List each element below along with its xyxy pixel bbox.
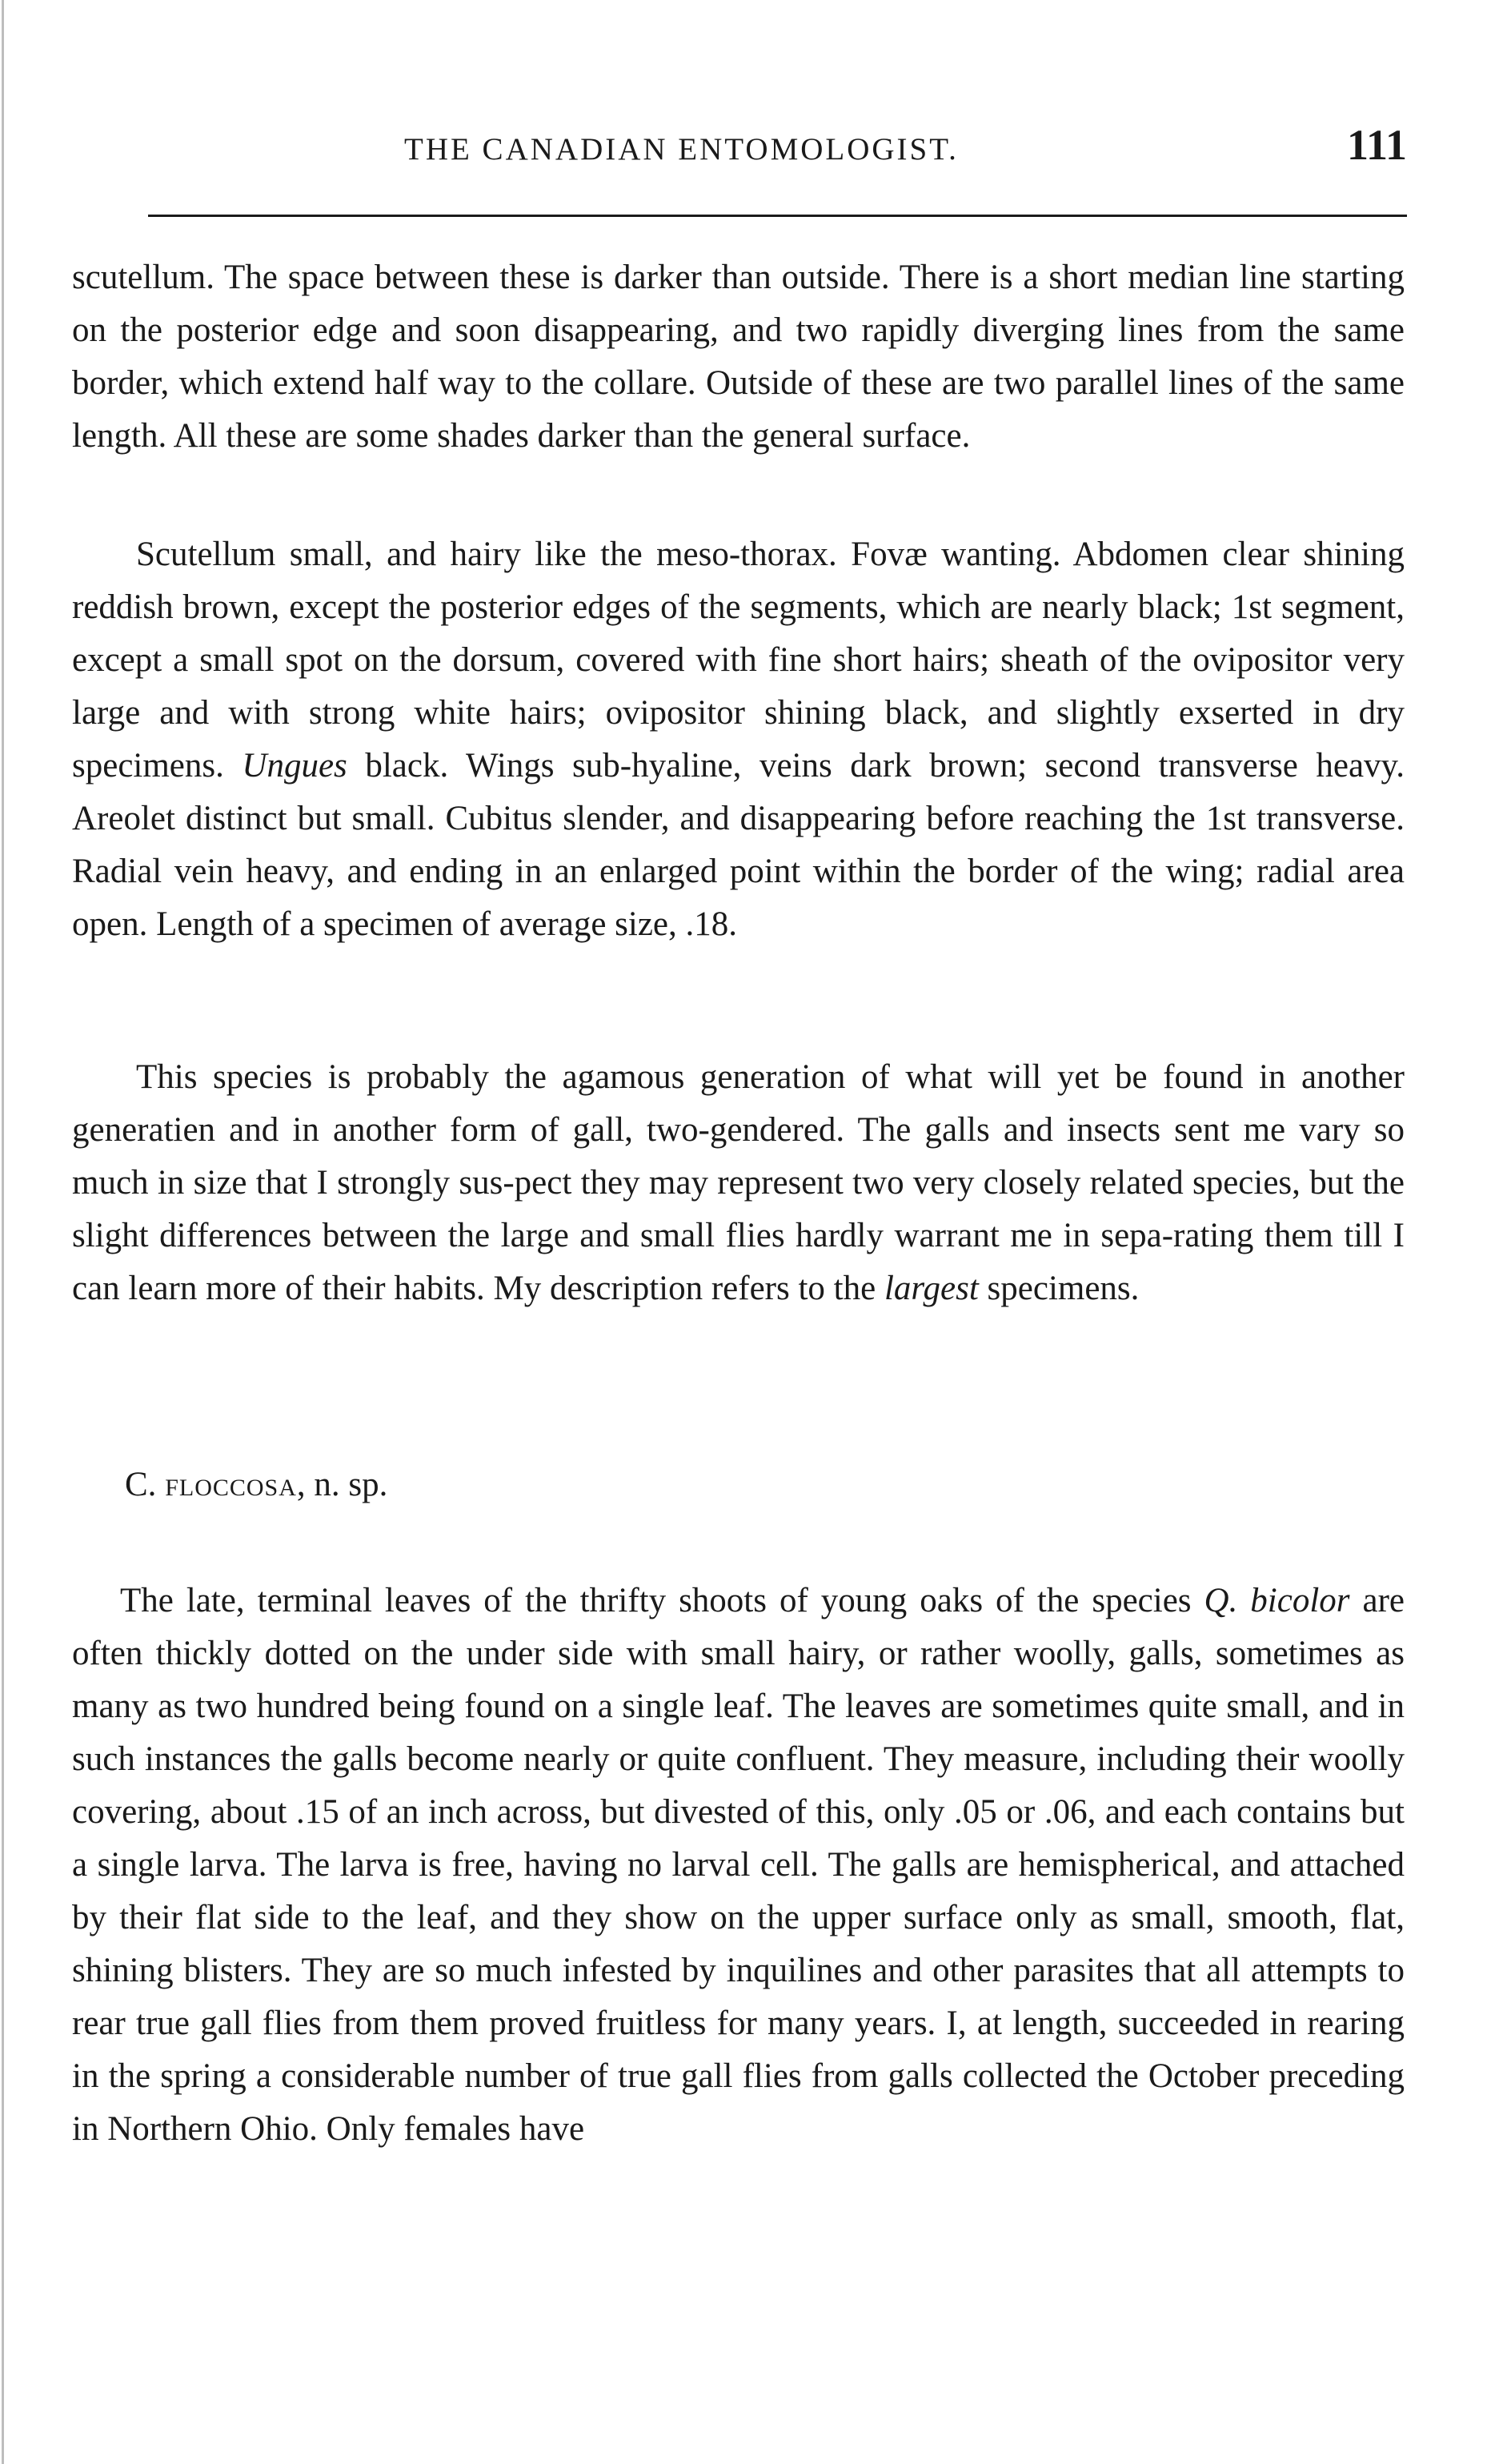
page-header — [72, 120, 1407, 184]
page-edge-line — [2, 0, 4, 2464]
italic-term: largest — [884, 1270, 979, 1307]
running-head: THE CANADIAN ENTOMOLOGIST. — [404, 132, 959, 167]
paragraph-text: scutellum. The space between these is darker than outside. There is a short median line starting on the posterior edge and soon disappearing, and two rapidly diverging lines from the same border, which extend half way to the collare. Outside of these are two parallel lines of the same length. All these are some shades darker than the general surface. — [72, 259, 1405, 455]
paragraph-text: specimens. — [987, 1270, 1140, 1307]
paragraph-text: The late, terminal leaves of the thrifty shoots of young oaks of the species — [120, 1582, 1192, 1619]
paragraph-text: Scutellum small, and hairy like the meso-thorax. Fovæ wanting. Abdomen clear shining reddish brown, except the posterior edges of the segments, which are nearly black; 1st segment, except a small spot on the dorsum, covered with fine short hairs; sheath of the ovipositor very large and with strong white hairs; ovipositor shining black, and slightly exserted in dry specimens. — [72, 536, 1405, 785]
paragraph-text: This species is probably the agamous generation of what will yet be found in another generatien and in another form of gall, two-gendered. The galls and insects sent me vary so much in size that I strongly sus-pect they may represent two very closely related species, but the slight differences between the large and small flies hardly warrant me in sepa-rating them till I can learn more of their habits. My description refers to the — [72, 1058, 1405, 1307]
paragraph-text: are often thickly dotted on the under side with small hairy, or rather woolly, galls, sometimes as many as two hundred being found on a single leaf. The leaves are sometimes quite small, and in such instances the galls become nearly or quite confluent. They measure, including their woolly covering, about .15 of an inch across, but divested of this, only .05 or .06, and each contains but a single larva. The larva is free, having no larval cell. The galls are hemispherical, and attached by their flat side to the leaf, and they show on the upper surface only as small, smooth, flat, shining blisters. They are so much infested by inquilines and other parasites that all attempts to rear true gall flies from them proved fruitless for many years. I, at length, succeeded in rearing in the spring a considerable number of true gall flies from galls collected the October preceding in Northern Ohio. Only females have — [72, 1582, 1405, 2148]
italic-term: Ungues — [242, 747, 347, 785]
paragraph-abdomen-wings — [72, 528, 1405, 951]
header-rule — [148, 215, 1407, 217]
italic-term: Q. bicolor — [1204, 1582, 1350, 1619]
paragraph-agamous-generation — [72, 1051, 1405, 1315]
species-heading — [125, 1459, 387, 1511]
species-name: floccosa — [165, 1466, 297, 1503]
heading-suffix: , n. sp. — [296, 1466, 388, 1503]
paragraph-floccosa-description — [72, 1575, 1405, 2156]
paragraph-text: black. Wings sub-hyaline, veins dark brown; second transverse heavy. Areolet distinct but small. Cubitus slender, and disappearing before reaching the 1st transverse. Radial vein heavy, and ending in an enlarged point within the border of the wing; radial area open. Length of a specimen of average size, .18. — [72, 747, 1405, 943]
genus-abbrev: C. — [125, 1466, 157, 1503]
page-number: 111 — [1346, 121, 1407, 169]
paragraph-scutellum-description — [72, 251, 1405, 463]
